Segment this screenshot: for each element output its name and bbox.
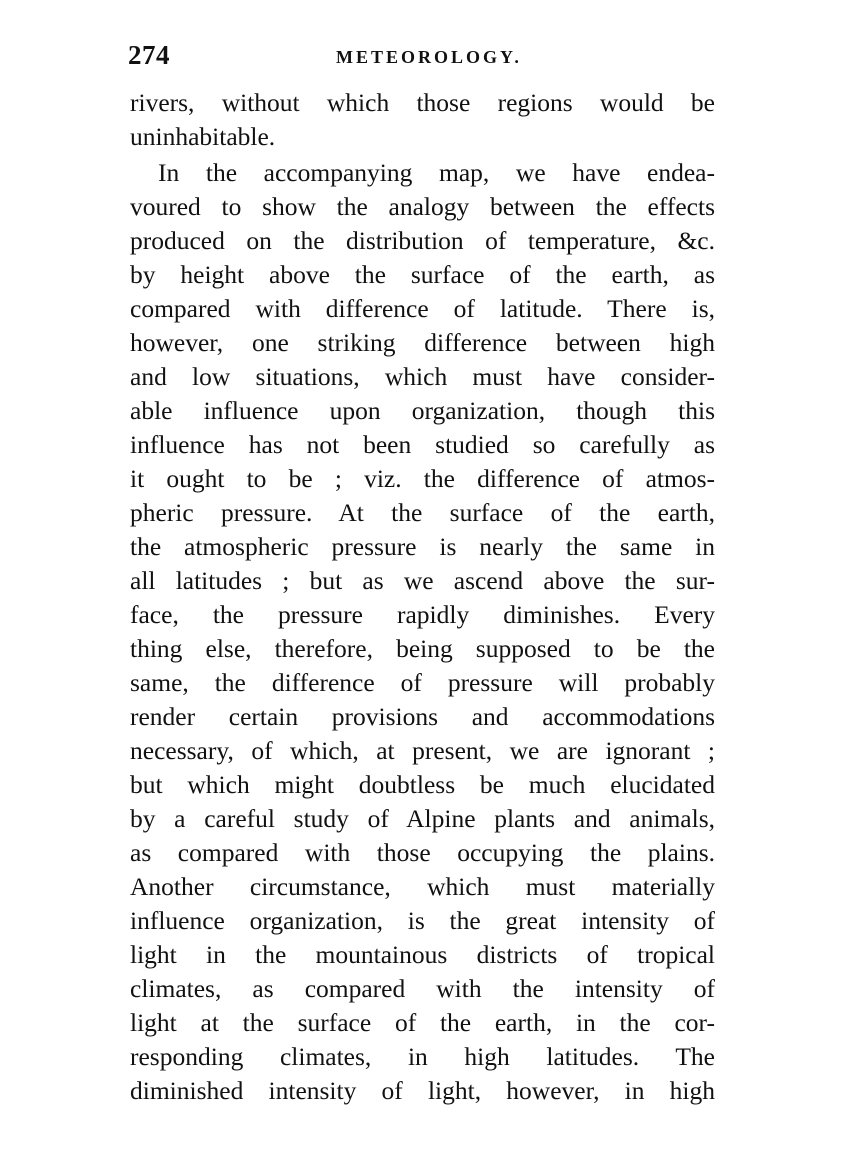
text-line: light at the surface of the earth, in the cor- bbox=[130, 1008, 715, 1037]
text-line: compared with difference of latitude. There is, bbox=[130, 294, 715, 323]
body-text bbox=[130, 86, 715, 1108]
text-line: influence has not been studied so carefully as bbox=[130, 430, 715, 459]
text-line: but which might doubtless be much elucidated bbox=[130, 770, 715, 799]
text-line: all latitudes ; but as we ascend above the sur- bbox=[130, 566, 715, 595]
text-line: In the accompanying map, we have endea- bbox=[158, 158, 715, 187]
text-line: however, one striking difference between high bbox=[130, 328, 715, 357]
text-line: the atmospheric pressure is nearly the same in bbox=[130, 532, 715, 561]
text-line: it ought to be ; viz. the difference of atmos- bbox=[130, 464, 715, 493]
paragraph-2 bbox=[130, 156, 715, 1108]
text-line: uninhabitable. bbox=[130, 122, 276, 151]
text-line: rivers, without which those regions would be bbox=[130, 88, 715, 117]
text-line: pheric pressure. At the surface of the earth, bbox=[130, 498, 715, 527]
text-line: responding climates, in high latitudes. The bbox=[130, 1042, 715, 1071]
running-title: METEOROLOGY. bbox=[336, 47, 522, 67]
text-line: voured to show the analogy between the effects bbox=[130, 192, 715, 221]
text-line: produced on the distribution of temperature, &c. bbox=[130, 226, 715, 255]
text-line: climates, as compared with the intensity of bbox=[130, 974, 715, 1003]
text-line: same, the difference of pressure will probably bbox=[130, 668, 715, 697]
text-line: thing else, therefore, being supposed to be the bbox=[130, 634, 715, 663]
text-line: face, the pressure rapidly diminishes. Every bbox=[130, 600, 715, 629]
text-line: render certain provisions and accommodations bbox=[130, 702, 715, 731]
text-line: Another circumstance, which must materially bbox=[130, 872, 715, 901]
text-line: as compared with those occupying the plains. bbox=[130, 838, 715, 867]
text-line: light in the mountainous districts of tropical bbox=[130, 940, 715, 969]
text-line: influence organization, is the great intensity of bbox=[130, 906, 715, 935]
text-line: necessary, of which, at present, we are ignorant ; bbox=[130, 736, 715, 765]
text-line: and low situations, which must have consider- bbox=[130, 362, 715, 391]
text-line: by height above the surface of the earth, as bbox=[130, 260, 715, 289]
paragraph-1 bbox=[130, 86, 715, 154]
text-line: able influence upon organization, though this bbox=[130, 396, 715, 425]
page-number: 274 bbox=[128, 40, 170, 70]
text-line: by a careful study of Alpine plants and animals, bbox=[130, 804, 715, 833]
text-line: diminished intensity of light, however, in high bbox=[130, 1076, 715, 1105]
